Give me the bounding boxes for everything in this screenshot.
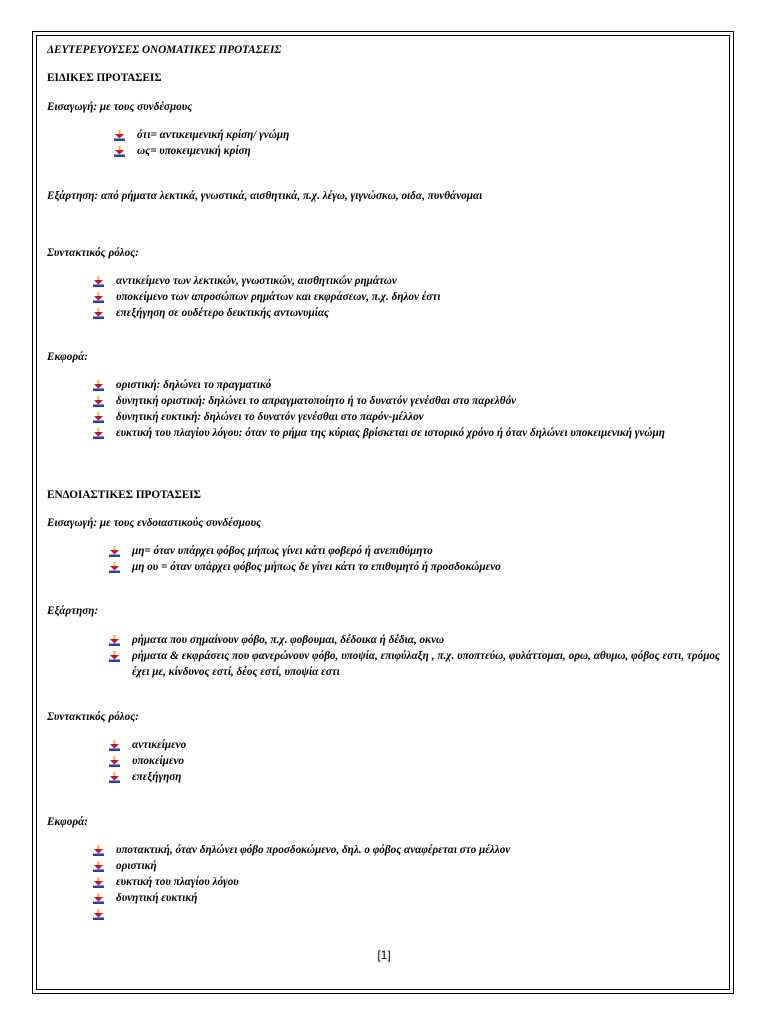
endoiastikes-role-heading: Συντακτικός ρόλος: bbox=[47, 711, 139, 723]
list-item: οριστική: δηλώνει το πραγματικό bbox=[116, 379, 272, 391]
eidikes-role-heading: Συντακτικός ρόλος: bbox=[47, 247, 139, 259]
arrow-bullet-icon bbox=[93, 893, 104, 905]
document-title: ΔΕΥΤΕΡΕΥΟΥΣΕΣ ΟΝΟΜΑΤΙΚΕΣ ΠΡΟΤΑΣΕΙΣ bbox=[47, 44, 282, 56]
arrow-bullet-icon bbox=[93, 877, 104, 889]
list-item: ευκτική του πλαγίου λόγου: όταν το ρήμα της κύριας βρίσκεται σε ιστορικό χρόνο ή όταν δηλώνει υποκειμενική γνώμη bbox=[116, 427, 665, 439]
page-number: [1] bbox=[377, 948, 391, 962]
list-item: μη ου = όταν υπάρχει φόβος μήπως δε γίνει κάτι το επιθυμητό ή προσδοκώμενο bbox=[132, 561, 501, 573]
arrow-bullet-icon bbox=[109, 772, 120, 784]
list-item: αντικείμενο bbox=[132, 739, 187, 751]
arrow-bullet-icon bbox=[109, 546, 120, 558]
arrow-bullet-icon bbox=[93, 845, 104, 857]
arrow-bullet-icon bbox=[93, 292, 104, 304]
list-item: ως= υποκειμενική κρίση bbox=[137, 145, 251, 157]
arrow-bullet-icon bbox=[114, 130, 125, 142]
list-item: επεξήγηση σε ουδέτερο δεικτικής αντωνυμίας bbox=[116, 307, 330, 319]
arrow-bullet-icon bbox=[93, 276, 104, 288]
list-item: υποτακτική, όταν δηλώνει φόβο προσδοκώμενο, δηλ. ο φόβος αναφέρεται στο μέλλον bbox=[116, 844, 511, 856]
arrow-bullet-icon bbox=[93, 380, 104, 392]
list-item: δυνητική ευκτική: δηλώνει το δυνατόν γενέσθαι στο παρόν-μέλλον bbox=[116, 411, 424, 423]
arrow-bullet-icon bbox=[93, 308, 104, 320]
arrow-bullet-icon bbox=[109, 756, 120, 768]
list-item: υποκείμενο των απροσώπων ρημάτων και εκφράσεων, π.χ. δηλον έστι bbox=[116, 291, 441, 303]
endoiastikes-intro: Εισαγωγή: με τους ενδοιαστικούς συνδέσμους bbox=[47, 517, 262, 529]
arrow-bullet-icon bbox=[109, 635, 120, 647]
arrow-bullet-icon bbox=[109, 651, 120, 663]
list-item: οριστική bbox=[116, 860, 157, 872]
section-heading-eidikes: ΕΙΔΙΚΕΣ ΠΡΟΤΑΣΕΙΣ bbox=[47, 72, 162, 84]
list-item: αντικείμενο των λεκτικών, γνωστικών, αισθητικών ρημάτων bbox=[116, 275, 397, 287]
section-heading-endoiastikes: ΕΝΔΟΙΑΣΤΙΚΕΣ ΠΡΟΤΑΣΕΙΣ bbox=[47, 489, 201, 501]
arrow-bullet-icon bbox=[93, 412, 104, 424]
arrow-bullet-icon bbox=[93, 861, 104, 873]
list-item: υποκείμενο bbox=[132, 755, 185, 767]
eidikes-mood-heading: Εκφορά: bbox=[47, 351, 88, 363]
list-item: μη= όταν υπάρχει φόβος μήπως γίνει κάτι φοβερό ή ανεπιθύμητο bbox=[132, 545, 433, 557]
list-item: δυνητική οριστική: δηλώνει το απραγματοποίητο ή το δυνατόν γενέσθαι στο παρελθόν bbox=[116, 395, 517, 407]
arrow-bullet-icon bbox=[93, 909, 104, 921]
list-item: ρήματα & εκφράσεις που φανερώνουν φόβο, υποψία, επιφύλαξη , π.χ. υποπτεύω, φυλάττομαι, ορω, αθυμω, φόβος εστι, τρόμος έχει με, κίνδυνος εστί, δέος εστί, υποψία εστι bbox=[132, 650, 720, 678]
list-item: επεξήγηση bbox=[132, 771, 182, 783]
arrow-bullet-icon bbox=[109, 740, 120, 752]
arrow-bullet-icon bbox=[93, 428, 104, 440]
arrow-bullet-icon bbox=[93, 396, 104, 408]
endoiastikes-mood-heading: Εκφορά: bbox=[47, 816, 88, 828]
list-item: ρήματα που σημαίνουν φόβο, π.χ. φοβουμαι, δέδοικα ή δέδια, οκνω bbox=[132, 634, 445, 646]
endoiastikes-dependency-heading: Εξάρτηση: bbox=[47, 605, 99, 617]
list-item: ότι= αντικειμενική κρίση/ γνώμη bbox=[137, 129, 290, 141]
eidikes-intro: Εισαγωγή: με τους συνδέσμους bbox=[47, 101, 193, 113]
eidikes-dependency: Εξάρτηση: από ρήματα λεκτικά, γνωστικά, αισθητικά, π.χ. λέγω, γιγνώσκω, οιδα, πυνθάνομαι bbox=[47, 190, 483, 202]
list-item: ευκτική του πλαγίου λόγου bbox=[116, 876, 239, 888]
arrow-bullet-icon bbox=[114, 146, 125, 158]
list-item: δυνητική ευκτική bbox=[116, 892, 198, 904]
arrow-bullet-icon bbox=[109, 562, 120, 574]
